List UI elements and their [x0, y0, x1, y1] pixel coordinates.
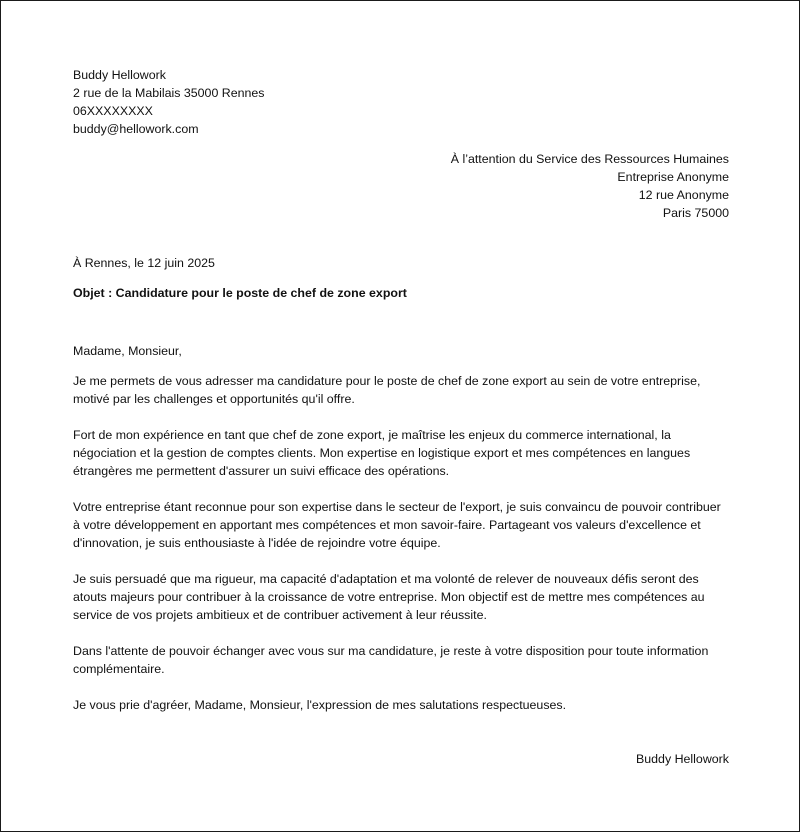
date-place: À Rennes, le 12 juin 2025 — [73, 256, 215, 270]
subject-line: Objet : Candidature pour le poste de chef de zone export — [73, 286, 407, 300]
sender-email: buddy@hellowork.com — [73, 122, 199, 136]
body-paragraph-3: Votre entreprise étant reconnue pour son expertise dans le secteur de l'export, je suis convaincu de pouvoir contribuer à votre développement en apportant mes compétences et mon savoir-faire. Partageant vos valeurs d'excellence et d'innovation, je suis enthousiaste à l'idée de rejoindre votre équipe. — [73, 500, 721, 550]
recipient-street: 12 rue Anonyme — [638, 188, 729, 202]
sender-block — [73, 66, 729, 138]
recipient-attention: À l’attention du Service des Ressources Humaines — [450, 152, 729, 166]
body-paragraph-5: Dans l'attente de pouvoir échanger avec vous sur ma candidature, je reste à votre disposition pour toute information complémentaire. — [73, 644, 709, 676]
closing-formula: Je vous prie d'agréer, Madame, Monsieur, l'expression de mes salutations respectueuses. — [73, 698, 567, 712]
signature: Buddy Hellowork — [636, 752, 729, 766]
sender-phone: 06XXXXXXXX — [73, 104, 153, 118]
body-paragraph-2: Fort de mon expérience en tant que chef de zone export, je maîtrise les enjeux du commerce international, la négociation et la gestion de comptes clients. Mon expertise en logistique export et mes compétences en langues étrangères me permettent d'assurer un suivi efficace des opérations. — [73, 428, 691, 478]
salutation: Madame, Monsieur, — [73, 344, 182, 358]
sender-name: Buddy Hellowork — [73, 68, 166, 82]
recipient-city: Paris 75000 — [662, 206, 729, 220]
recipient-company: Entreprise Anonyme — [617, 170, 729, 184]
sender-address: 2 rue de la Mabilais 35000 Rennes — [73, 86, 265, 100]
body-paragraph-4: Je suis persuadé que ma rigueur, ma capacité d'adaptation et ma volonté de relever de nouveaux défis seront des atouts majeurs pour contribuer à la croissance de votre entreprise. Mon objectif est de mettre mes compétences au service de vos projets ambitieux et de contribuer activement à leur réussite. — [73, 572, 705, 622]
recipient-block — [73, 150, 729, 222]
body-paragraph-1: Je me permets de vous adresser ma candidature pour le poste de chef de zone export au sein de votre entreprise, motivé par les challenges et opportunités qu'il offre. — [73, 374, 701, 406]
